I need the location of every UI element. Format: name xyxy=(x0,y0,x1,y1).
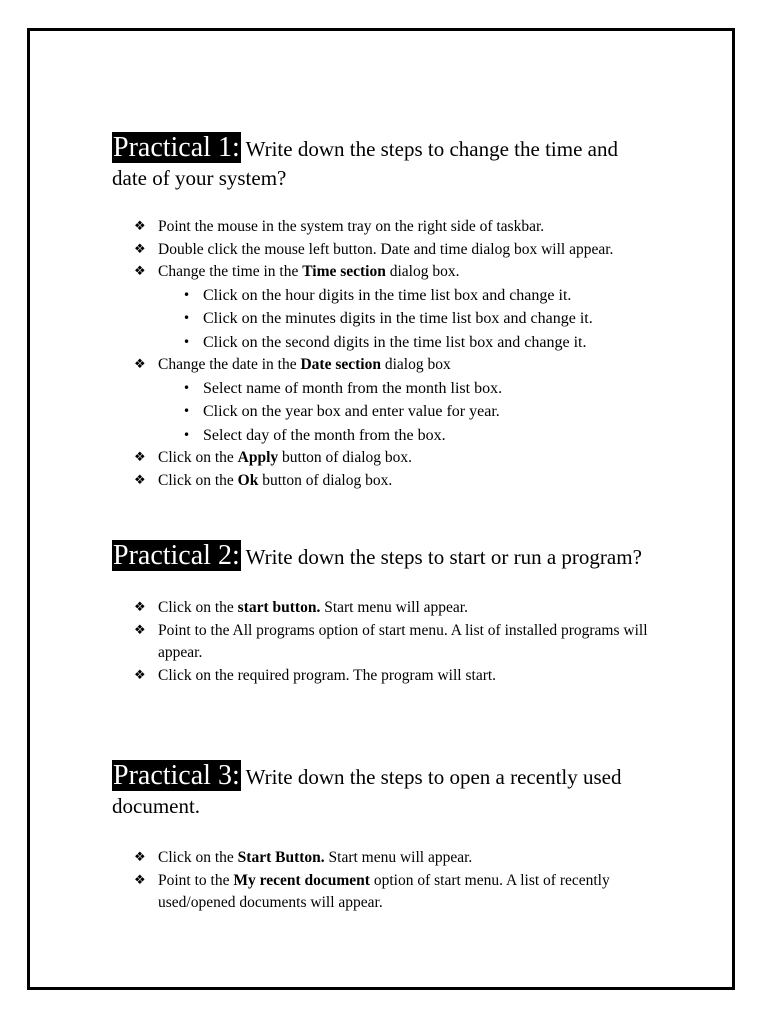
step-text: Point to the All programs option of start menu. A list of installed programs will appear. xyxy=(158,621,648,661)
practical-1 xyxy=(112,133,652,492)
diamond-bullet-icon: ❖ xyxy=(134,241,146,257)
substep-item xyxy=(112,284,652,308)
substep-item xyxy=(112,377,652,401)
substep-list xyxy=(112,377,652,448)
practical-question: Write down the steps to change the time and date of your system? xyxy=(112,137,618,190)
diamond-bullet-icon: ❖ xyxy=(134,357,146,372)
practical-heading xyxy=(112,133,652,193)
step-text: button of dialog box. xyxy=(278,449,413,466)
substep-item xyxy=(112,400,652,424)
diamond-bullet-icon: ❖ xyxy=(134,622,146,638)
substep-text: Click on the second digits in the time list box and change it. xyxy=(203,333,587,351)
step-list xyxy=(112,847,652,915)
step-text: Click on the xyxy=(158,471,238,489)
step-text: Point the mouse in the system tray on the right side of taskbar. xyxy=(158,218,545,235)
practical-3 xyxy=(112,761,652,915)
dot-bullet-icon: • xyxy=(183,380,191,395)
diamond-bullet-icon: ❖ xyxy=(134,264,146,279)
step-text: Change the time in the xyxy=(158,263,303,280)
substep-text: Click on the hour digits in the time list box and change it. xyxy=(203,286,572,304)
practical-heading xyxy=(112,761,652,821)
dot-bullet-icon: • xyxy=(183,311,191,325)
step-item xyxy=(112,870,652,915)
dot-bullet-icon: • xyxy=(183,427,191,442)
step-text-bold: Ok xyxy=(237,471,259,489)
dot-bullet-icon: • xyxy=(183,287,191,302)
step-text-bold: Start Button. xyxy=(237,849,325,866)
practical-question: Write down the steps to open a recently used document. xyxy=(112,765,622,818)
step-text: Double click the mouse left button. Date and time dialog box will appear. xyxy=(158,240,614,258)
step-item xyxy=(112,597,652,620)
substep-text: Click on the minutes digits in the time list box and change it. xyxy=(203,310,593,327)
step-text-bold: Time section xyxy=(302,263,386,280)
step-text: Click on the xyxy=(158,449,238,466)
step-item xyxy=(112,665,652,688)
step-text: dialog box. xyxy=(385,263,460,280)
step-text: button of dialog box. xyxy=(258,471,393,489)
step-text: dialog box xyxy=(380,356,451,373)
substep-item xyxy=(112,331,652,355)
substep-text: Click on the year box and enter value for year. xyxy=(203,403,500,420)
dot-bullet-icon: • xyxy=(183,334,191,349)
step-item xyxy=(112,239,652,262)
step-list xyxy=(112,597,652,687)
diamond-bullet-icon: ❖ xyxy=(134,472,146,488)
step-text-bold: Apply xyxy=(237,449,279,466)
step-item xyxy=(112,470,652,493)
practical-question: Write down the steps to start or run a program? xyxy=(240,545,642,569)
step-text: Click on the xyxy=(158,599,238,616)
step-text: Click on the required program. The program will start. xyxy=(158,666,497,684)
step-text: option of start menu. A list of recently used/opened documents will appear. xyxy=(158,871,610,911)
practical-heading xyxy=(112,541,652,572)
substep-text: Select name of month from the month list box. xyxy=(203,379,503,397)
step-item xyxy=(112,847,652,870)
step-list xyxy=(112,216,652,284)
step-text-bold: Date section xyxy=(300,356,381,373)
substep-list xyxy=(112,284,652,355)
step-text-bold: start button. xyxy=(237,599,321,616)
diamond-bullet-icon: ❖ xyxy=(134,600,146,615)
step-text: Point to the xyxy=(158,871,234,889)
diamond-bullet-icon: ❖ xyxy=(134,219,146,234)
step-item xyxy=(112,354,652,377)
practical-2 xyxy=(112,541,652,687)
diamond-bullet-icon: ❖ xyxy=(134,872,146,888)
step-item xyxy=(112,261,652,284)
diamond-bullet-icon: ❖ xyxy=(134,450,146,465)
step-list xyxy=(112,447,652,492)
diamond-bullet-icon: ❖ xyxy=(134,850,146,865)
step-item xyxy=(112,216,652,239)
step-list xyxy=(112,354,652,377)
dot-bullet-icon: • xyxy=(183,404,191,418)
substep-item xyxy=(112,424,652,448)
practical-tag: Practical 1: xyxy=(113,132,240,163)
step-item xyxy=(112,620,652,665)
substep-text: Select day of the month from the box. xyxy=(203,426,446,444)
diamond-bullet-icon: ❖ xyxy=(134,667,146,683)
step-text-bold: My recent document xyxy=(233,871,370,889)
step-text: Start menu will appear. xyxy=(324,849,473,866)
step-text: Click on the xyxy=(158,849,238,866)
practical-tag: Practical 3: xyxy=(113,760,240,791)
step-text: Start menu will appear. xyxy=(320,599,468,616)
practical-tag: Practical 2: xyxy=(113,540,240,571)
step-text: Change the date in the xyxy=(158,356,301,373)
substep-item xyxy=(112,307,652,331)
step-item xyxy=(112,447,652,470)
